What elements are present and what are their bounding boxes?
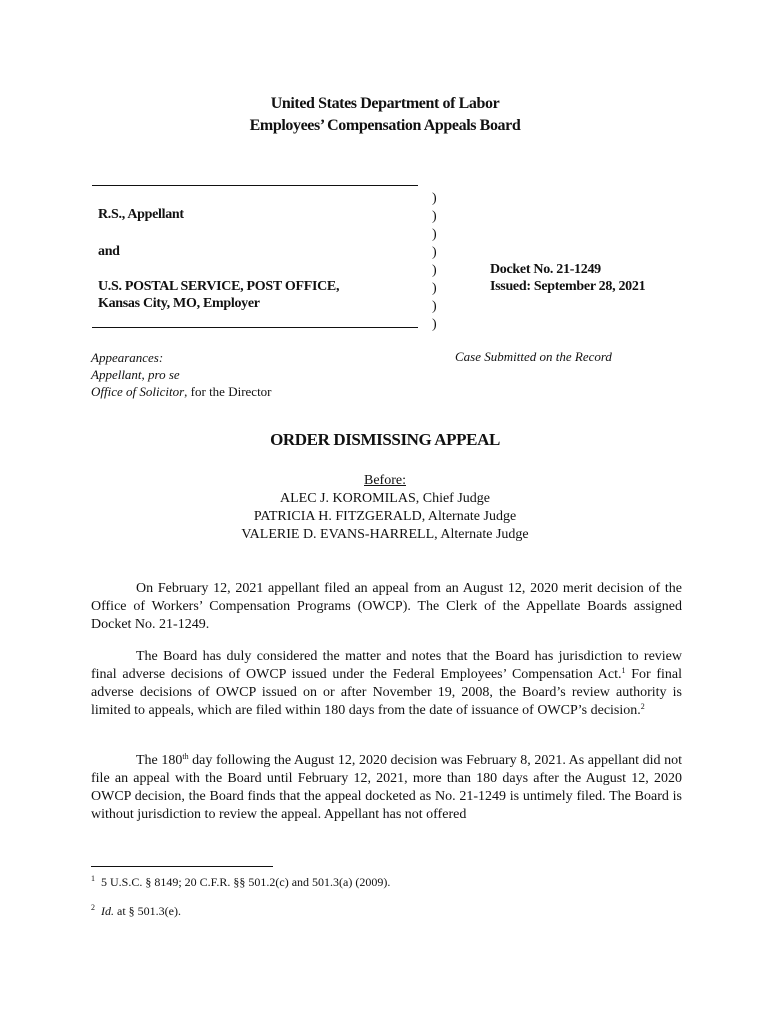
appearances-label — [91, 349, 163, 366]
board-name: Employees’ Compensation Appeals Board — [249, 117, 521, 134]
agency-name: United States Department of Labor — [270, 95, 500, 112]
footnote-ref-2: 2 — [640, 702, 645, 711]
ordinal-suffix: th — [182, 752, 189, 761]
employer-line-2: Kansas City, MO, Employer — [98, 296, 260, 311]
paragraph-3-part-a: The 180 — [136, 753, 183, 768]
footnote-2-number: 2 — [91, 903, 95, 912]
caption-bottom-rule — [92, 327, 418, 328]
caption-and: and — [98, 244, 120, 259]
paragraph-2 — [91, 648, 682, 720]
issued-date: Issued: September 28, 2021 — [490, 279, 646, 294]
appellant-name: R.S., Appellant — [98, 207, 184, 222]
judge-1: ALEC J. KOROMILAS, Chief Judge — [280, 491, 490, 506]
paragraph-2-part-a: The Board has duly considered the matter and notes that the Board has jurisdiction to review final adverse decisions of OWCP issued under the Federal Employees’ Compensation Act. — [91, 649, 682, 682]
judge-2: PATRICIA H. FITZGERALD, Alternate Judge — [253, 509, 517, 524]
caption-top-rule — [92, 185, 418, 186]
footnote-separator — [91, 866, 273, 867]
footnote-ref-1: 1 — [621, 666, 626, 675]
appellant-pro-se: Appellant, pro se — [91, 367, 180, 382]
appearances-label-text: Appearances: — [91, 350, 164, 365]
appellant-representation — [91, 366, 180, 383]
docket-number: Docket No. 21-1249 — [490, 262, 601, 277]
paragraph-3 — [91, 752, 682, 824]
judge-3: VALERIE D. EVANS-HARRELL, Alternate Judge — [241, 527, 529, 542]
case-submitted: Case Submitted on the Record — [455, 349, 612, 364]
paragraph-3-part-b: day following the August 12, 2020 decision was February 8, 2021. As appellant did not file an appeal with the Board until February 12, 2021, more than 180 days after the August 12, 2020 OWCP decision, the Board finds that the appeal docketed as No. 21-1249 is untimely filed. The Board is without jurisdiction to review the appeal. Appellant has not offered — [91, 753, 682, 822]
footnote-1-number: 1 — [91, 874, 95, 883]
paragraph-1 — [91, 580, 682, 634]
paragraph-2-text — [91, 648, 682, 720]
footnote-2-id: Id. — [101, 904, 114, 918]
footnote-2-text: at § 501.3(e). — [114, 904, 181, 918]
paragraph-1-text: On February 12, 2021 appellant filed an appeal from an August 12, 2020 merit decision of the Office of Workers’ Compensation Programs (OWCP). The Clerk of the Appellate Boards assigned Docket No. 21-1249. — [91, 581, 682, 632]
before-heading — [0, 472, 770, 490]
solicitor-appearance — [91, 383, 272, 400]
paragraph-2-part-b: For final adverse decisions of OWCP issued on or after November 19, 2008, the Board’s review authority is limited to appeals, which are filed within 180 days from the date of issuance of OWCP’s decision. — [91, 667, 682, 718]
order-title: ORDER DISMISSING APPEAL — [270, 430, 500, 449]
footnote-2 — [91, 904, 181, 919]
footnote-1-text: 5 U.S.C. § 8149; 20 C.F.R. §§ 501.2(c) and 501.3(a) (2009). — [101, 875, 391, 889]
employer-line-1: U.S. POSTAL SERVICE, POST OFFICE, — [98, 279, 340, 294]
office-of-solicitor: Office of Solicitor — [91, 384, 185, 399]
before-label: Before: — [364, 473, 406, 488]
caption-parentheses: ) ) ) ) ) ) ) ) — [432, 191, 437, 332]
for-the-director: , for the Director — [184, 384, 272, 399]
paragraph-3-text — [91, 752, 682, 824]
footnote-1 — [91, 875, 390, 890]
